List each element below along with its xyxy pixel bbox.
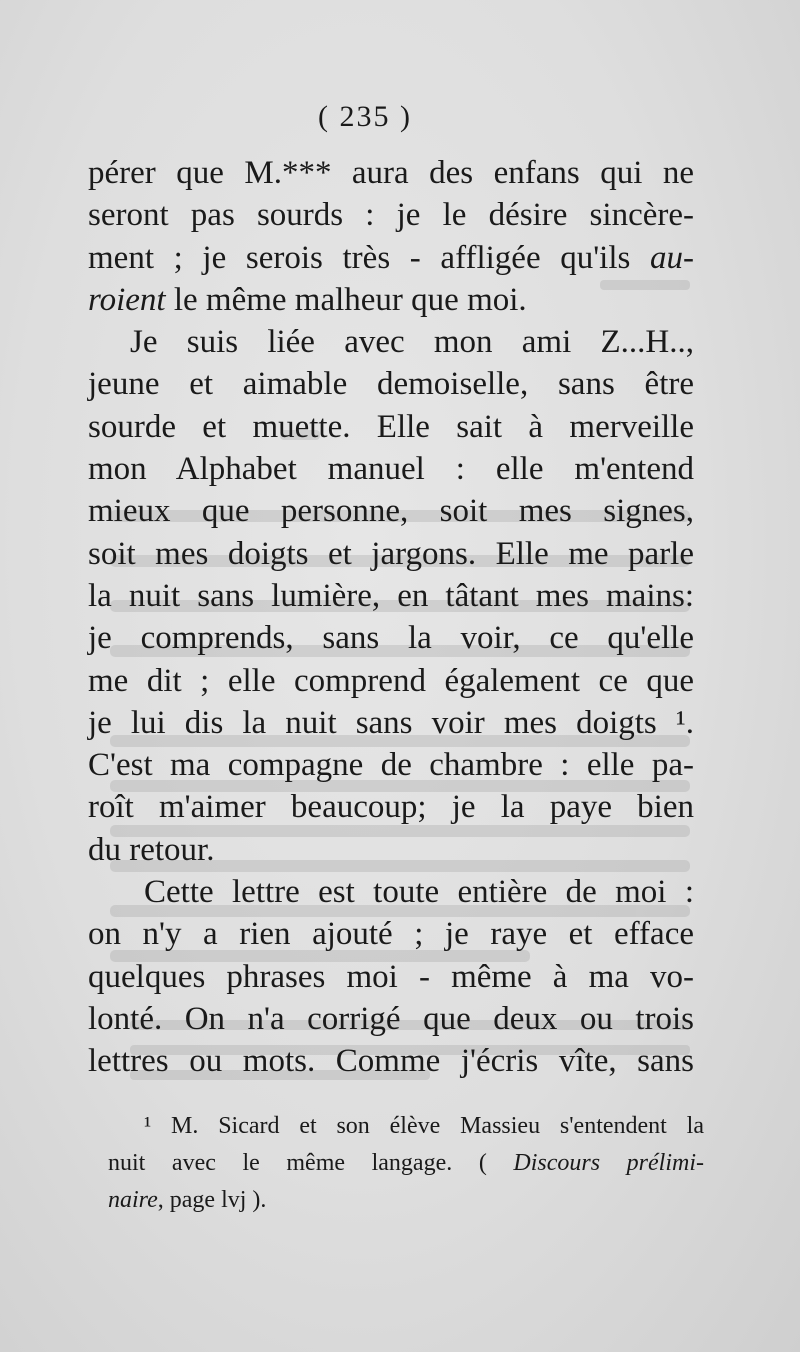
text-fragment: je lui dis la nuit sans voir mes doigts xyxy=(88,704,657,741)
footnote-italic: naire xyxy=(108,1187,158,1213)
text-line: C'est ma compagne de chambre : elle pa- xyxy=(88,747,694,784)
footnote-text: M. Sicard et son élève Massieu s'entendent la xyxy=(171,1113,704,1139)
body-text xyxy=(88,152,694,1083)
italic-fragment: roient xyxy=(88,281,166,318)
footnote-text: nuit avec le même langage. ( xyxy=(108,1150,487,1176)
footnote-italic: Discours prélimi- xyxy=(513,1150,705,1176)
text-line: roît m'aimer beaucoup; je la paye bien xyxy=(88,789,694,826)
text-line: on n'y a rien ajouté ; je raye et efface xyxy=(88,916,694,953)
text-line: seront pas sourds : je le désire sincère- xyxy=(88,197,694,234)
text-line: mon Alphabet manuel : elle m'entend xyxy=(88,451,694,488)
text-line: lonté. On n'a corrigé que deux ou trois xyxy=(88,1000,694,1037)
footnote xyxy=(108,1108,704,1219)
footnote-reference: ¹. xyxy=(675,704,694,741)
text-line: jeune et aimable demoiselle, sans être xyxy=(88,366,694,403)
paragraph-start: Cette lettre est toute entière de moi : xyxy=(144,874,694,911)
text-line: mieux que personne, soit mes signes, xyxy=(88,493,694,530)
text-line: soit mes doigts et jargons. Elle me parle xyxy=(88,535,694,572)
footnote-line xyxy=(108,1145,704,1182)
page-number: ( 235 ) xyxy=(318,100,412,133)
text-line: quelques phrases moi - même à ma vo- xyxy=(88,958,694,995)
text-line: me dit ; elle comprend également ce que xyxy=(88,662,694,699)
text-line: je comprends, sans la voir, ce qu'elle xyxy=(88,620,694,657)
paragraph-start: Je suis liée avec mon ami Z...H.., xyxy=(130,324,694,361)
text-line: du retour. xyxy=(88,831,215,868)
text-line: pérer que M.*** aura des enfans qui ne xyxy=(88,155,694,191)
footnote-line xyxy=(108,1182,704,1219)
text-fragment: le même malheur que moi. xyxy=(165,281,527,318)
text-line: lettres ou mots. Comme j'écris vîte, sans xyxy=(88,1043,694,1080)
text-line xyxy=(88,702,694,744)
text-fragment: ment ; je serois très - affligée qu'ils xyxy=(88,239,631,276)
footnote-text: , page lvj ). xyxy=(157,1187,267,1213)
text-line: sourde et muette. Elle sait à merveille xyxy=(88,408,694,445)
italic-fragment: au- xyxy=(650,239,694,276)
footnote-line xyxy=(108,1108,704,1145)
text-line xyxy=(88,279,694,321)
text-line xyxy=(88,237,694,279)
text-line: la nuit sans lumière, en tâtant mes mains: xyxy=(88,577,694,614)
footnote-marker: ¹ xyxy=(144,1113,152,1139)
